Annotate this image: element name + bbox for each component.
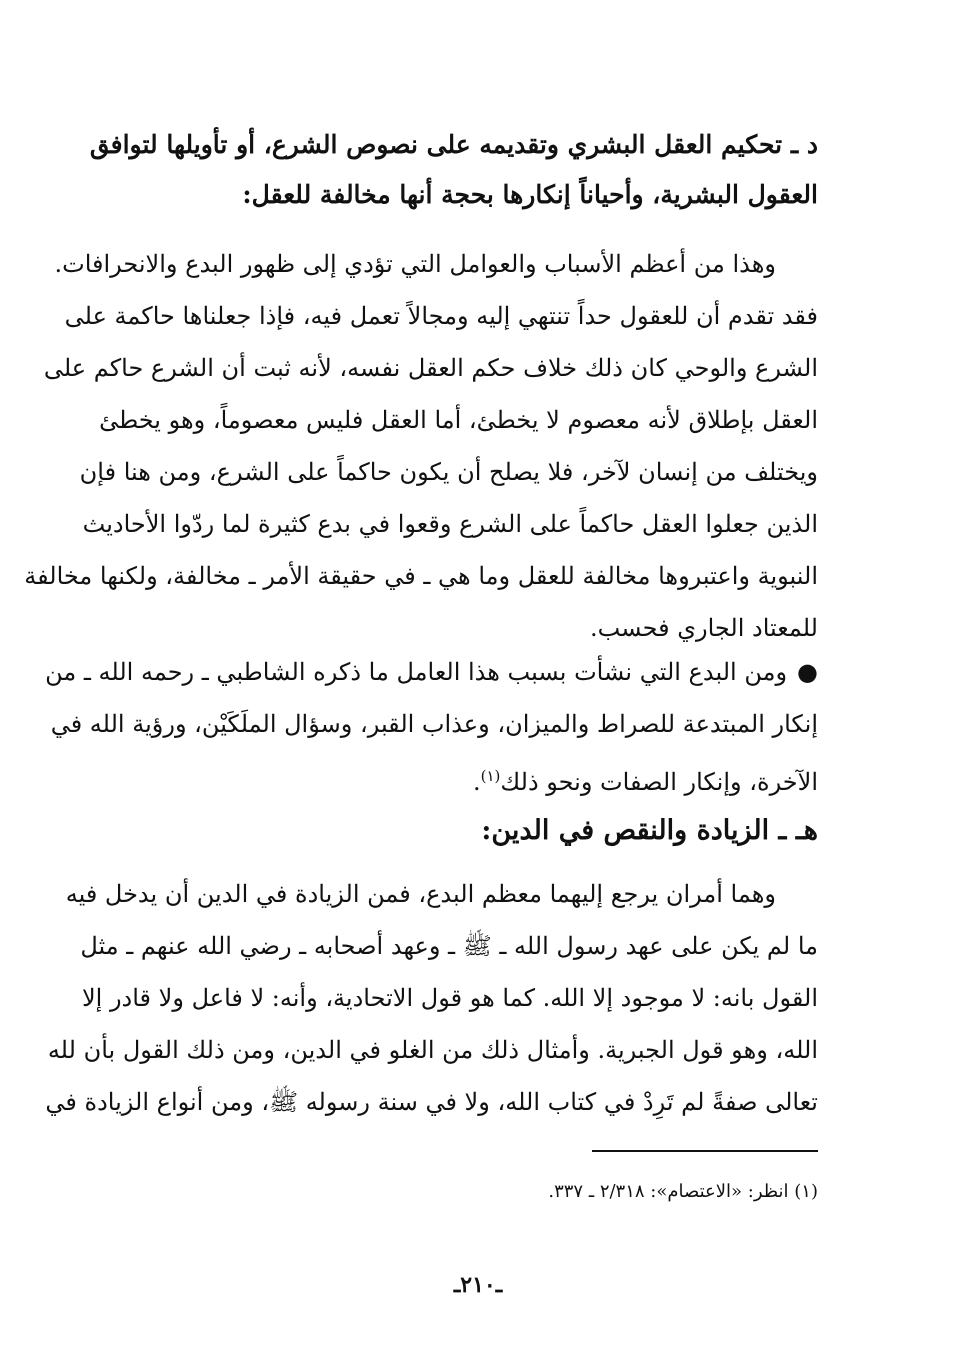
bullet-line: إنكار المبتدعة للصراط والميزان، وعذاب القبر، وسؤال الملَكَيْن، ورؤية الله في <box>50 710 818 738</box>
heading-d-line: العقول البشرية، وأحياناً إنكارها بحجة أنها مخالفة للعقل: <box>242 180 818 209</box>
section-heading-d <box>89 120 818 220</box>
footnote-reference[interactable]: (١) <box>480 767 501 785</box>
paragraph-line: للمعتاد الجاري فحسب. <box>590 614 818 642</box>
section-heading-h <box>138 806 818 856</box>
bullet-paragraph <box>45 646 818 808</box>
paragraph-line: ما لم يكن على عهد رسول الله ـ ﷺ ـ وعهد أصحابه ـ رضي الله عنهم ـ مثل <box>80 932 818 960</box>
paragraph-line: الشرع والوحي كان ذلك خلاف حكم العقل نفسه، لأنه ثبت أن الشرع حاكم على <box>43 354 818 382</box>
bullet-text: الآخرة، وإنكار الصفات ونحو ذلك <box>500 768 818 796</box>
paragraph-line: فقد تقدم أن للعقول حداً تنتهي إليه ومجالاً تعمل فيه، فإذا جعلناها حاكمة على <box>64 302 818 330</box>
paragraph-line: تعالى صفةً لم تَرِدْ في كتاب الله، ولا في سنة رسوله ﷺ، ومن أنواع الزيادة في <box>45 1088 818 1116</box>
page-number: ـ٢١٠ـ <box>453 1272 503 1298</box>
heading-h-text: هـ ـ الزيادة والنقص في الدين: <box>481 815 818 846</box>
footnote-divider <box>592 1150 818 1152</box>
paragraph-line: القول بانه: لا موجود إلا الله. كما هو قول الاتحادية، وأنه: لا فاعل ولا قادر إلا <box>81 984 818 1012</box>
bullet-line <box>138 750 818 808</box>
paragraph-reason-intellect <box>24 238 818 654</box>
bullet-icon: ● <box>797 658 818 686</box>
paragraph-line: الله، وهو قول الجبرية. وأمثال ذلك من الغلو في الدين، ومن ذلك القول بأن لله <box>47 1036 818 1064</box>
paragraph-line: النبوية واعتبروها مخالفة للعقل وما هي ـ في حقيقة الأمر ـ مخالفة، ولكنها مخالفة <box>24 562 818 590</box>
paragraph-line: الذين جعلوا العقل حاكماً على الشرع وقعوا في بدع كثيرة لما ردّوا الأحاديث <box>82 510 818 538</box>
paragraph-line: وهذا من أعظم الأسباب والعوامل التي تؤدي إلى ظهور البدع والانحرافات. <box>54 250 776 278</box>
footnote: (١) انظر: «الاعتصام»: ٢/٣١٨ ـ ٣٣٧. <box>548 1181 818 1202</box>
bullet-text: ومن البدع التي نشأت بسبب هذا العامل ما ذكره الشاطبي ـ رحمه الله ـ من <box>45 658 788 686</box>
paragraph-line: العقل بإطلاق لأنه معصوم لا يخطئ، أما العقل فليس معصوماً، وهو يخطئ <box>99 406 818 434</box>
paragraph-line: ويختلف من إنسان لآخر، فلا يصلح أن يكون حاكماً على الشرع، ومن هنا فإن <box>79 458 818 486</box>
paragraph-addition-reduction <box>45 868 818 1128</box>
bullet-line <box>45 646 818 698</box>
heading-d-line: د ـ تحكيم العقل البشري وتقديمه على نصوص الشرع، أو تأويلها لتوافق <box>89 130 818 159</box>
sentence-end: . <box>472 768 481 796</box>
paragraph-line: وهما أمران يرجع إليهما معظم البدع، فمن الزيادة في الدين أن يدخل فيه <box>65 880 776 908</box>
